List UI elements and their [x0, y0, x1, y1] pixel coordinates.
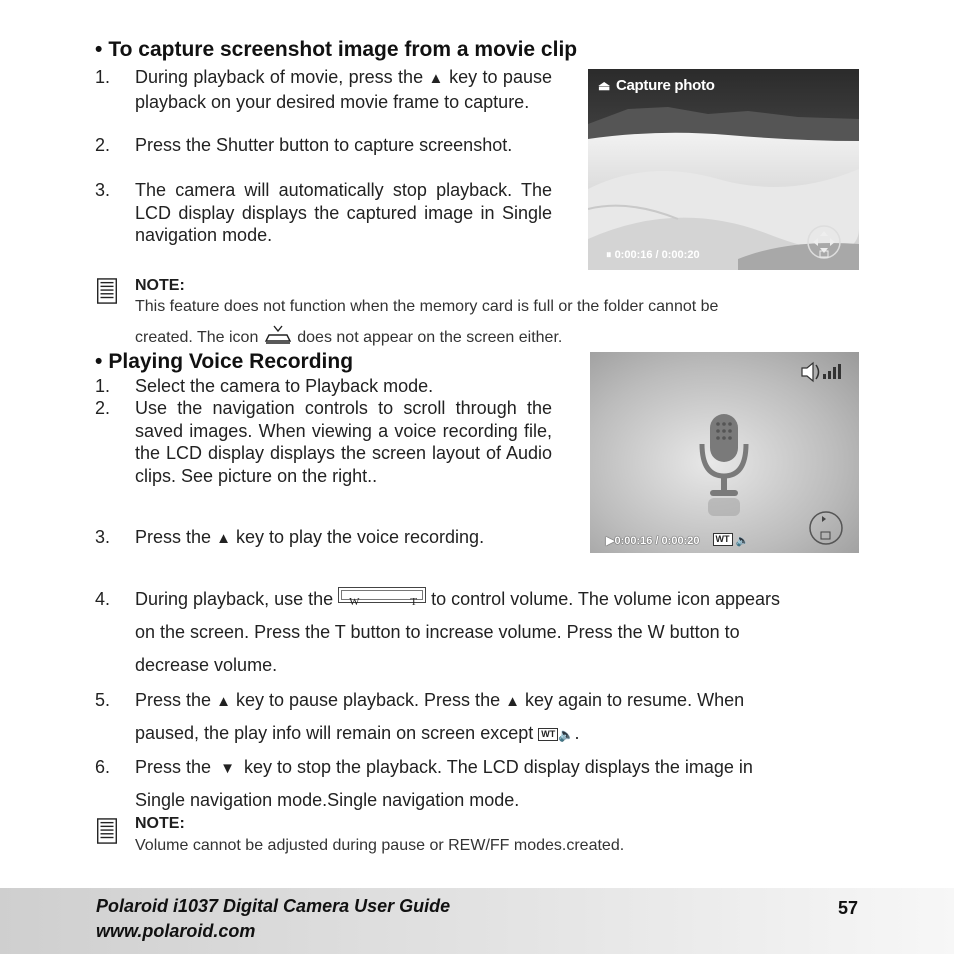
volume-level-icon [802, 363, 841, 381]
up-arrow-key-icon: ▲ [216, 530, 231, 547]
capture-icon [263, 325, 293, 345]
note-line-1: This feature does not function when the memory card is full or the folder cannot be [135, 298, 719, 315]
note-pad-icon [96, 818, 118, 844]
note-pad-icon [96, 278, 118, 304]
desert-scene-image [588, 69, 859, 270]
down-arrow-key-icon: ▼ [220, 760, 235, 777]
capture-photo-icon: ⏏ [598, 78, 610, 93]
nav-control-icon [810, 512, 842, 544]
pause-icon: ⏸ [606, 249, 612, 261]
note-title: NOTE: [135, 277, 185, 294]
up-arrow-key-icon: ▲ [428, 70, 444, 87]
speaker-icon: 🔈 [558, 727, 575, 742]
wt-button-icon: W T [338, 587, 426, 603]
speaker-icon: 🔈 [735, 535, 750, 547]
capture-photo-label: Capture photo [615, 77, 715, 94]
playback-time: 0:00:16 / 0:00:20 [614, 249, 700, 261]
up-arrow-key-icon: ▲ [216, 693, 231, 710]
section-heading-voice: • Playing Voice Recording [95, 350, 354, 373]
voice-recording-screenshot [590, 352, 859, 553]
page-footer [0, 888, 954, 954]
note-line-2: created. The icon does not appear on the screen either. [135, 325, 562, 347]
playback-time: 0:00:16 / 0:00:20 [614, 535, 700, 547]
section-heading-capture: • To capture screenshot image from a movie clip [95, 38, 578, 61]
up-arrow-key-icon: ▲ [505, 693, 520, 710]
capture-photo-screenshot [588, 69, 859, 270]
page-number: 57 [838, 898, 859, 918]
wt-zoom-icon: WT [538, 728, 558, 741]
footer-url: www.polaroid.com [96, 921, 256, 941]
microphone-icon [702, 414, 746, 516]
play-icon: ▶ [606, 535, 615, 547]
footer-title: Polaroid i1037 Digital Camera User Guide [96, 896, 451, 916]
note-body: Volume cannot be adjusted during pause or REW/FF modes.created. [135, 837, 625, 854]
wt-zoom-icon: WT [713, 533, 733, 546]
note-title: NOTE: [135, 815, 185, 832]
